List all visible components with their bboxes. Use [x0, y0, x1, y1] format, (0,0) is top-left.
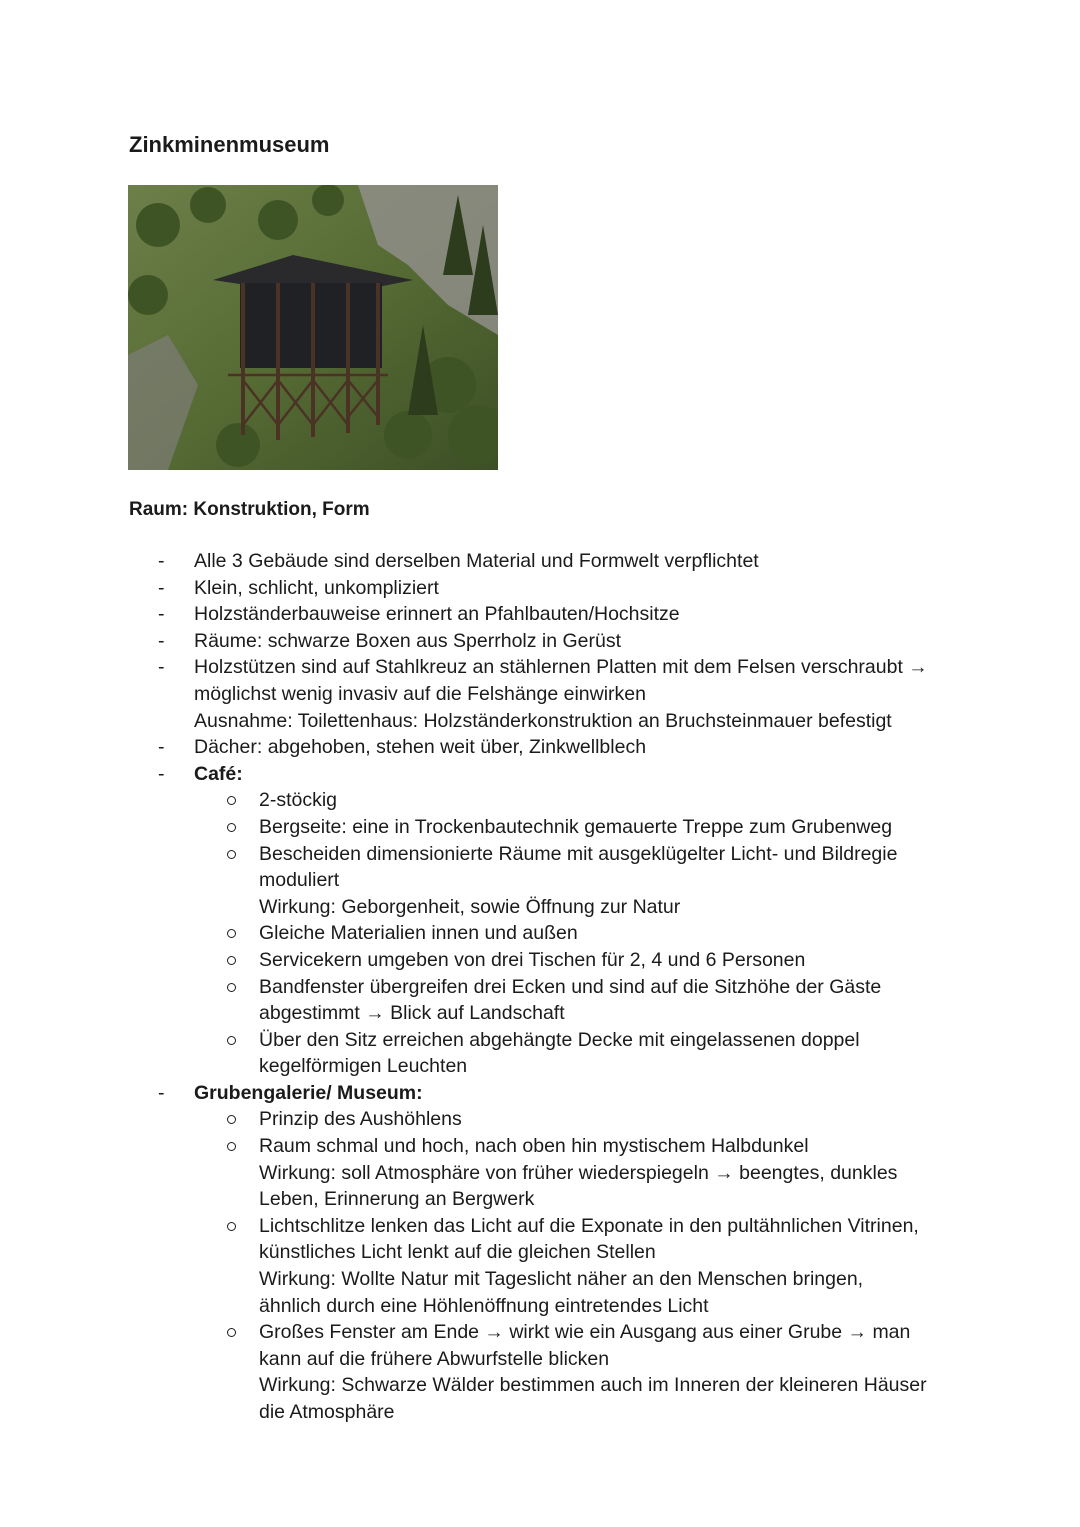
dash-bullet: -	[158, 762, 165, 785]
line-text: kann auf die frühere Abwurfstelle blicken	[259, 1347, 610, 1370]
list-line	[0, 601, 1080, 628]
list-line	[0, 575, 1080, 602]
line-text: Wirkung: Geborgenheit, sowie Öffnung zur Natur	[259, 895, 681, 918]
list-line	[0, 1186, 1080, 1213]
list-line	[0, 920, 1080, 947]
list-line	[0, 1133, 1080, 1160]
list-line	[0, 1160, 1080, 1187]
circle-bullet	[227, 796, 236, 805]
dash-bullet: -	[158, 736, 165, 759]
list-line	[0, 1319, 1080, 1346]
list-line	[0, 841, 1080, 868]
list-line	[0, 681, 1080, 708]
line-text: kegelförmigen Leuchten	[259, 1055, 468, 1078]
list-line	[0, 1106, 1080, 1133]
dash-bullet: -	[158, 576, 165, 599]
line-text: Prinzip des Aushöhlens	[259, 1108, 462, 1131]
circle-bullet	[227, 983, 236, 992]
list-line	[0, 548, 1080, 575]
line-text: Bergseite: eine in Trockenbautechnik gemauerte Treppe zum Grubenweg	[259, 815, 893, 838]
line-text: Wirkung: soll Atmosphäre von früher wiederspiegeln → beengtes, dunkles	[259, 1161, 898, 1184]
subheading-grubengalerie: Grubengalerie/ Museum:	[194, 1081, 423, 1104]
list-line	[0, 1293, 1080, 1320]
line-text: Über den Sitz erreichen abgehängte Decke mit eingelassenen doppel	[259, 1028, 860, 1051]
list-line	[0, 1213, 1080, 1240]
dash-bullet: -	[158, 603, 165, 626]
dash-bullet: -	[158, 629, 165, 652]
circle-bullet	[227, 1142, 236, 1151]
line-text: Holzstützen sind auf Stahlkreuz an stählernen Platten mit dem Felsen verschraubt →	[194, 656, 928, 679]
list-line	[0, 894, 1080, 921]
line-text: Alle 3 Gebäude sind derselben Material und Formwelt verpflichtet	[194, 550, 759, 572]
list-line	[0, 974, 1080, 1001]
line-text: Leben, Erinnerung an Bergwerk	[259, 1188, 535, 1211]
line-text: Servicekern umgeben von drei Tischen für 2, 4 und 6 Personen	[259, 948, 806, 971]
line-text: möglichst wenig invasiv auf die Felshänge einwirken	[194, 682, 646, 705]
list-line	[0, 761, 1080, 788]
list-line	[0, 1239, 1080, 1266]
dash-bullet: -	[158, 1081, 165, 1104]
line-text: Gleiche Materialien innen und außen	[259, 922, 578, 945]
line-text: Räume: schwarze Boxen aus Sperrholz in Gerüst	[194, 629, 622, 652]
section-heading: Raum: Konstruktion, Form	[129, 499, 370, 520]
line-text: Dächer: abgehoben, stehen weit über, Zinkwellblech	[194, 736, 647, 759]
list-line	[0, 1346, 1080, 1373]
circle-bullet	[227, 1328, 236, 1337]
line-text: künstliches Licht lenkt auf die gleichen Stellen	[259, 1241, 656, 1264]
list-line	[0, 1027, 1080, 1054]
list-line	[0, 734, 1080, 761]
circle-bullet	[227, 1036, 236, 1045]
museum-photo	[128, 185, 498, 470]
circle-bullet	[227, 929, 236, 938]
dash-bullet: -	[158, 550, 165, 572]
circle-bullet	[227, 956, 236, 965]
circle-bullet	[227, 1222, 236, 1231]
line-text: Großes Fenster am Ende → wirkt wie ein Ausgang aus einer Grube → man	[259, 1321, 911, 1344]
line-text: die Atmosphäre	[259, 1401, 395, 1423]
list-line	[0, 947, 1080, 974]
list-line	[0, 654, 1080, 681]
page-title: Zinkminenmuseum	[129, 132, 330, 157]
line-text: Ausnahme: Toilettenhaus: Holzständerkonstruktion an Bruchsteinmauer befestigt	[194, 709, 892, 732]
dash-bullet: -	[158, 656, 165, 679]
circle-bullet	[227, 823, 236, 832]
line-text: Bescheiden dimensionierte Räume mit ausgeklügelter Licht- und Bildregie	[259, 842, 898, 865]
line-text: 2-stöckig	[259, 789, 338, 812]
list-line	[0, 787, 1080, 814]
list-line	[0, 1372, 1080, 1399]
list-line	[0, 814, 1080, 841]
list-line	[0, 1080, 1080, 1107]
list-line	[0, 628, 1080, 655]
line-text: Lichtschlitze lenken das Licht auf die Exponate in den pultähnlichen Vitrinen,	[259, 1214, 919, 1237]
content-list	[0, 548, 1080, 1426]
circle-bullet	[227, 1115, 236, 1124]
line-text: Wirkung: Wollte Natur mit Tageslicht näher an den Menschen bringen,	[259, 1268, 864, 1291]
line-text: Raum schmal und hoch, nach oben hin mystischem Halbdunkel	[259, 1135, 809, 1158]
line-text: Holzständerbauweise erinnert an Pfahlbauten/Hochsitze	[194, 603, 680, 626]
circle-bullet	[227, 850, 236, 859]
line-text: moduliert	[259, 869, 340, 892]
list-line	[0, 1266, 1080, 1293]
list-line	[0, 1000, 1080, 1027]
line-text: Wirkung: Schwarze Wälder bestimmen auch im Inneren der kleineren Häuser	[259, 1374, 927, 1397]
list-line	[0, 1399, 1080, 1426]
line-text: ähnlich durch eine Höhlenöffnung eintretendes Licht	[259, 1294, 709, 1317]
list-line	[0, 867, 1080, 894]
line-text: Bandfenster übergreifen drei Ecken und sind auf die Sitzhöhe der Gäste	[259, 975, 882, 998]
line-text: abgestimmt → Blick auf Landschaft	[259, 1002, 565, 1025]
list-line	[0, 1053, 1080, 1080]
subheading-cafe: Café:	[194, 762, 243, 785]
line-text: Klein, schlicht, unkompliziert	[194, 576, 439, 599]
list-line	[0, 708, 1080, 735]
